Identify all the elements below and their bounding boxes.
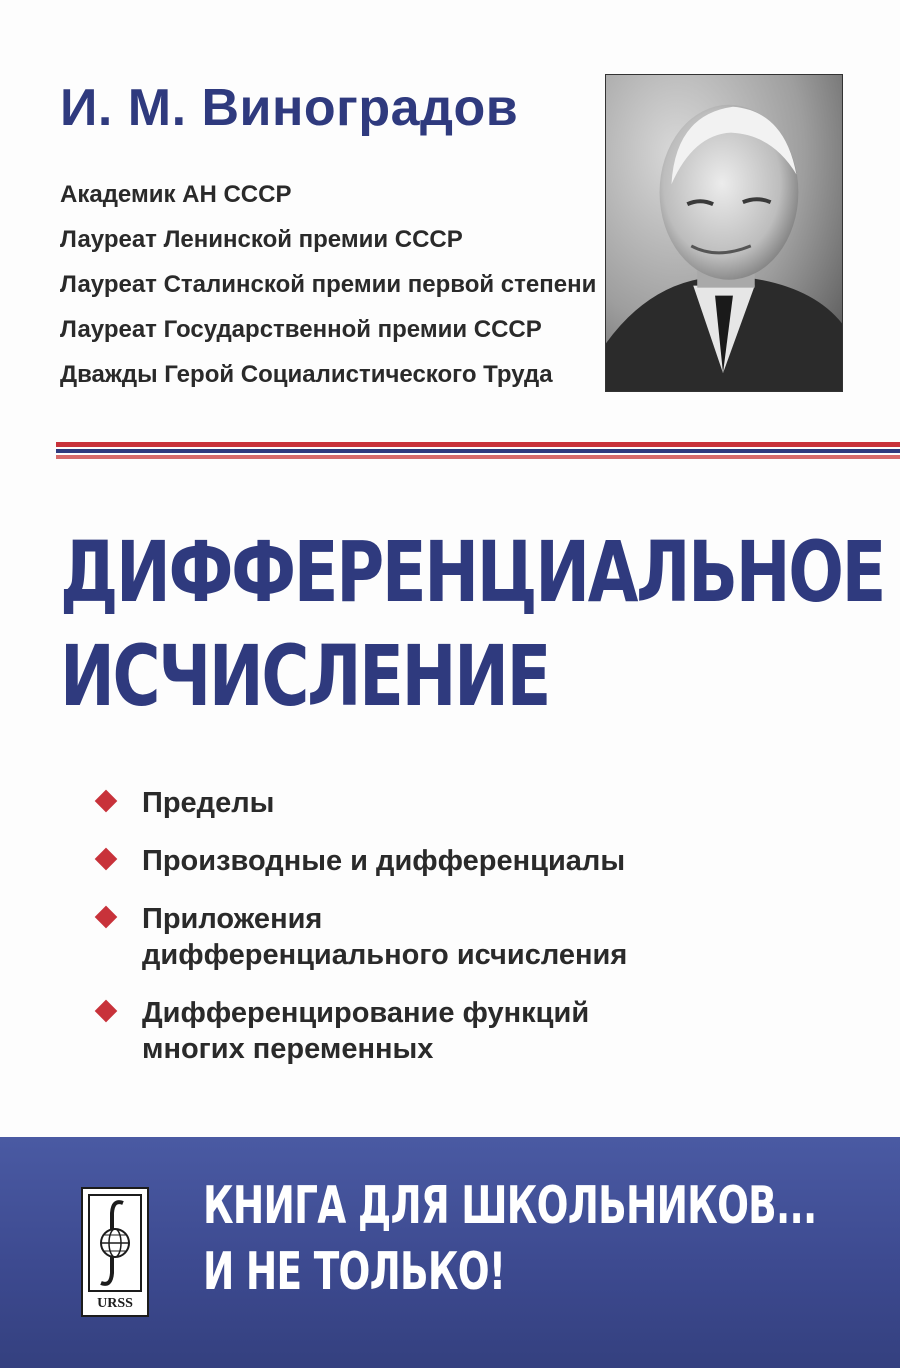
topic-text: Производные и дифференциалы (142, 845, 626, 877)
divider-red (56, 442, 900, 447)
topic-item (98, 995, 627, 1067)
honor-item: Академик АН СССР (60, 181, 292, 208)
author-honors-list (60, 180, 596, 405)
title-line-2: ИСЧИСЛЕНИЕ (60, 627, 549, 725)
slogan-line-2: И НЕ ТОЛЬКО! (203, 1242, 506, 1302)
slogan-line-1: КНИГА ДЛЯ ШКОЛЬНИКОВ... (203, 1176, 817, 1236)
honor-item: Дважды Герой Социалистического Труда (60, 361, 553, 388)
topic-item (98, 843, 627, 879)
diamond-bullet-icon (95, 906, 118, 929)
series-banner (0, 1137, 900, 1368)
honor-item: Лауреат Ленинской премии СССР (60, 226, 463, 253)
book-title (60, 520, 884, 728)
series-slogan (203, 1173, 817, 1305)
topic-text: Дифференцирование функций многих переменных (142, 997, 590, 1065)
divider-red-thin (56, 455, 900, 459)
honor-item: Лауреат Сталинской премии первой степени (60, 271, 597, 298)
publisher-logo (81, 1187, 149, 1317)
topic-text: Пределы (142, 787, 275, 819)
honor-item: Лауреат Государственной премии СССР (60, 316, 542, 343)
topics-list (98, 785, 627, 1089)
author-name: И. М. Виноградов (60, 79, 519, 137)
author-portrait (605, 74, 843, 392)
topic-item (98, 901, 627, 973)
publisher-logo-label: URSS (97, 1296, 133, 1311)
diamond-bullet-icon (95, 848, 118, 871)
diamond-bullet-icon (95, 790, 118, 813)
topic-text: Приложения дифференциального исчисления (142, 903, 628, 971)
divider-blue (56, 449, 900, 453)
diamond-bullet-icon (95, 1000, 118, 1023)
title-line-1: ДИФФЕРЕНЦИАЛЬНОЕ (60, 523, 885, 621)
topic-item (98, 785, 627, 821)
globe-integral-icon (83, 1189, 147, 1297)
